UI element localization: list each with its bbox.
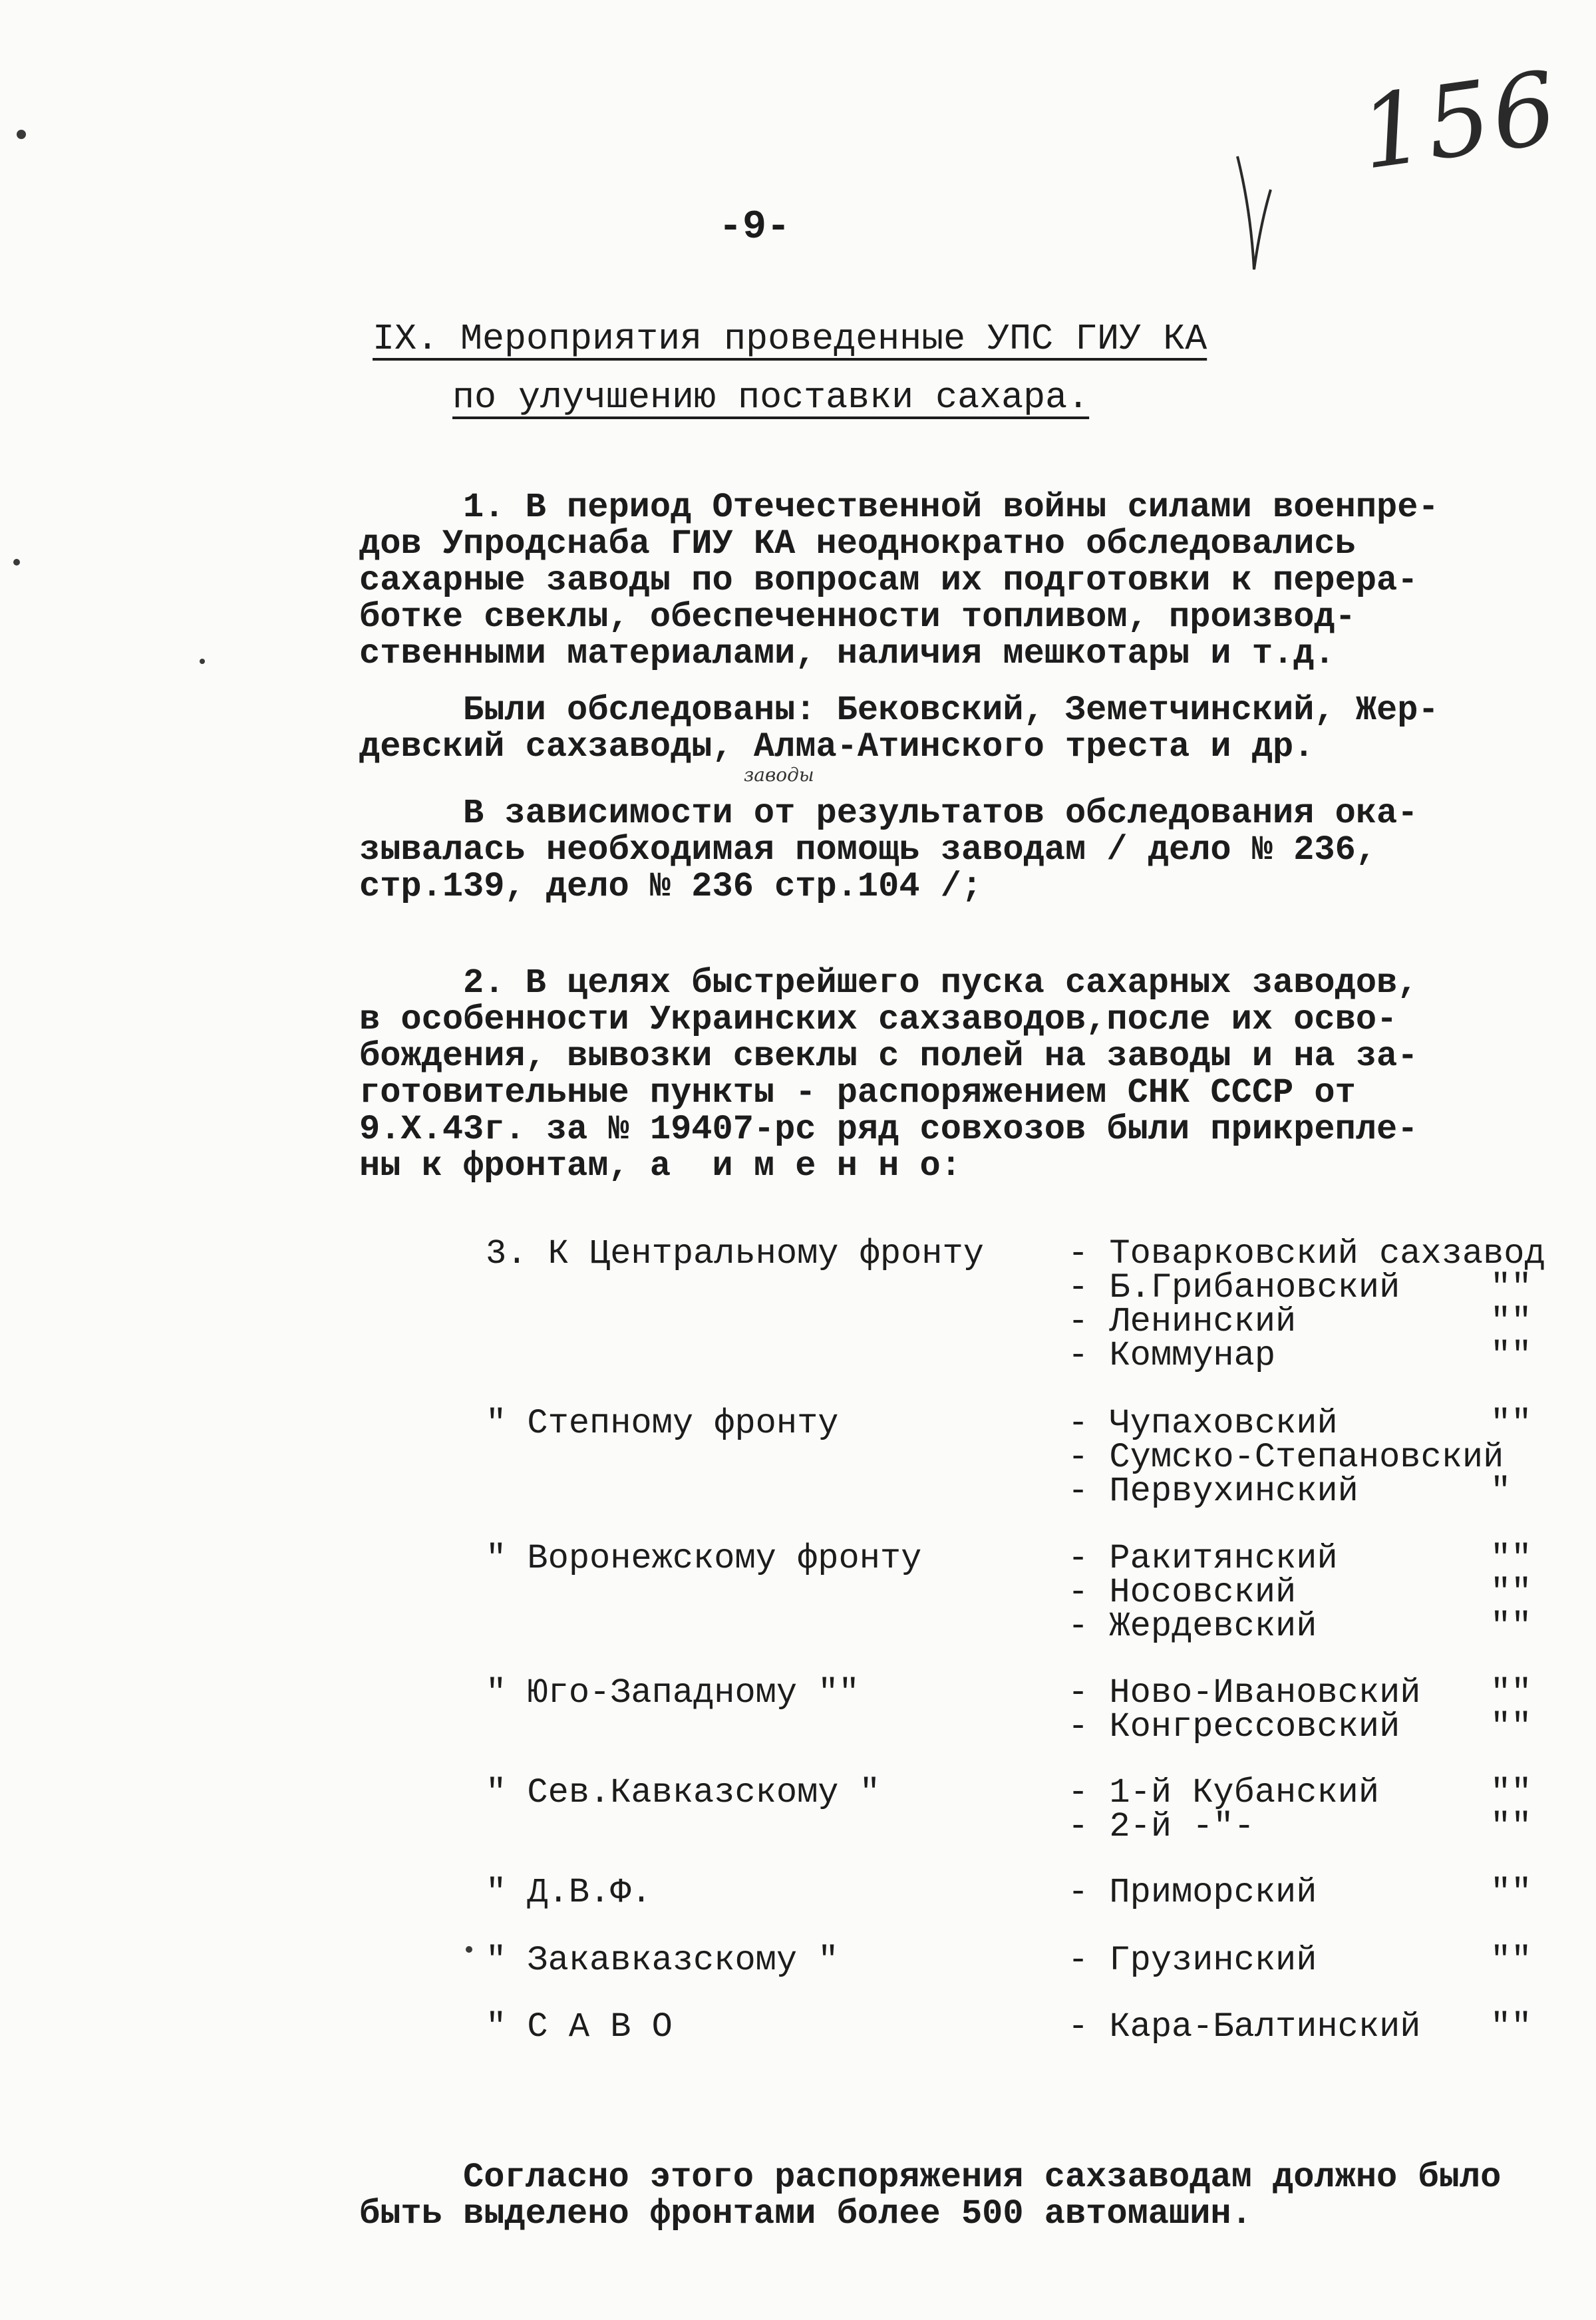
front-label: " С А В О <box>486 2007 673 2047</box>
ditto-mark: "" <box>1490 1607 1532 1646</box>
scan-speck <box>466 1946 472 1953</box>
ditto-mark: "" <box>1490 1941 1532 1980</box>
front-label: " Степному фронту <box>486 1404 839 1443</box>
ditto-mark: "" <box>1490 1673 1532 1713</box>
front-label: " Юго-Западному "" <box>486 1673 860 1713</box>
paragraph-1: 1. В период Отечественной войны силами военпре- дов Упродснаба ГИУ КА неоднократно обследовались сахарные заводы по вопросам их подготовки к перера- ботке свеклы, обеспеченности топливом, производ- ственными материалами, наличия мешкотары и т.д. <box>359 488 1439 673</box>
farm-item: - Ленинский <box>1068 1302 1297 1341</box>
ditto-mark: "" <box>1490 1873 1532 1912</box>
farm-item: - Жердевский <box>1068 1607 1317 1646</box>
farm-item: - 1-й Кубанский <box>1068 1773 1380 1812</box>
farm-item: - Чупаховский <box>1068 1404 1338 1443</box>
handwritten-insertion: заводы <box>744 764 814 786</box>
section-heading-line-1: IX. Мероприятия проведенные УПС ГИУ КА <box>373 318 1207 360</box>
section-heading-line-2: по улучшению поставки сахара. <box>452 377 1090 418</box>
farm-item: - Кара-Балтинский <box>1068 2007 1421 2047</box>
front-label: " Сев.Кавказскому " <box>486 1773 880 1812</box>
paragraph-4: 2. В целях быстрейшего пуска сахарных заводов, в особенности Украинских сахзаводов,после их осво- бождения, вывозки свеклы с полей на заводы и на за- готовительные пункты - распоряжением СНК СССР от 9.Х.43г. за № 19407-рс ряд совхозов были прикрепле- ны к фронтам, а и м е н н о: <box>359 963 1418 1186</box>
ditto-mark: "" <box>1490 1773 1532 1812</box>
scan-speck <box>200 659 205 664</box>
paragraph-2: Были обследованы: Бековский, Земетчинский, Жер- девский сахзаводы, Алма-Атинского треста и др. <box>359 691 1439 766</box>
farm-item: - Б.Грибановский <box>1068 1268 1400 1307</box>
front-label: 3. К Центральному фронту <box>486 1234 984 1273</box>
ditto-mark: "" <box>1490 1336 1532 1375</box>
ditto-mark: "" <box>1490 2007 1532 2047</box>
farm-item: - Сумско-Степановский <box>1068 1438 1504 1477</box>
ditto-mark: "" <box>1490 1404 1532 1443</box>
ditto-mark: " <box>1490 1472 1512 1511</box>
ditto-mark: "" <box>1490 1268 1532 1307</box>
ditto-mark: "" <box>1490 1539 1532 1578</box>
farm-item: - Ракитянский <box>1068 1539 1338 1578</box>
farm-item: - Товарковский сахзавод <box>1068 1234 1545 1273</box>
ditto-mark: "" <box>1490 1302 1532 1341</box>
paragraph-5: Согласно этого распоряжения сахзаводам должно было быть выделено фронтами более 500 автомашин. <box>359 2158 1502 2234</box>
handwritten-check-mark <box>1234 150 1274 276</box>
farm-item: - 2-й -"- <box>1068 1807 1255 1846</box>
front-label: " Д.В.Ф. <box>486 1873 652 1912</box>
ditto-mark: "" <box>1490 1707 1532 1746</box>
page-number: -9- <box>718 205 791 250</box>
handwritten-page-number: 156 <box>1353 50 1566 192</box>
paragraph-3: В зависимости от результатов обследования ока- зывалась необходимая помощь заводам / дело № 236, стр.139, дело № 236 стр.104 /; <box>359 794 1418 906</box>
farm-item: - Ново-Ивановский <box>1068 1673 1421 1713</box>
ditto-mark: "" <box>1490 1573 1532 1612</box>
ditto-mark: "" <box>1490 1807 1532 1846</box>
farm-item: - Конгрессовский <box>1068 1707 1400 1746</box>
farm-item: - Носовский <box>1068 1573 1297 1612</box>
farm-item: - Приморский <box>1068 1873 1317 1912</box>
farm-item: - Грузинский <box>1068 1941 1317 1980</box>
farm-item: - Первухинский <box>1068 1472 1358 1511</box>
front-label: " Воронежскому фронту <box>486 1539 922 1578</box>
farm-item: - Коммунар <box>1068 1336 1276 1375</box>
scan-speck <box>17 130 26 139</box>
front-label: " Закавказскому " <box>486 1941 839 1980</box>
scan-speck <box>13 559 20 566</box>
